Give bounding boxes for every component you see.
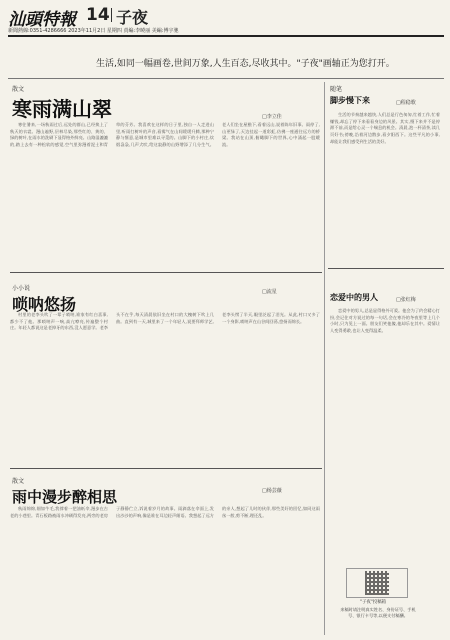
article-1-paragraph: 寒往暑来,一场秋雨过后,远处的群山,已经换上了秋天的衣裳。漫山遍野,层林尽染,那些红的、黄的、绿的树叶,在雨水的洗刷下显得格外鲜亮。山路湿漉漉的,踏上去有一种松软的感觉,空气里弥漫着泥土和青草的芬芳。我喜欢在这样的日子里,独自一人走进山里,听雨打树叶的声音,看雾气在山间缓缓升腾,那种宁静与惬意,是城市里难以寻觅的。山脚下的小村庄,炊烟袅袅,几声犬吠,给这寂静的山野增添了几分生气。老人们坐在屋檐下,看着远山,说着陈年旧事。雨停了,山更绿了,天边挂起一道彩虹,仿佛一座通往远方的桥梁。我站在山顶,俯瞰脚下的世界,心中涌起一股暖流。 — [10, 122, 320, 148]
newspaper-logo: 汕頭特報 — [8, 10, 76, 30]
article-2-paragraph: 村里的老李头吹了一辈子唢呐,谁家有红白喜事,都少不了他。那唢呐声一响,高亢嘹亮,传遍整个村庄。年轻人都说这是老掉牙的东西,没人愿意学。老李头不在乎,每天清晨依旧坐在村口的大槐树下吹上几曲。直到有一天,城里来了一个年轻人,说要拜师学艺,老李头愣了半天,眼里泛起了泪光。从此,村口又多了一个身影,唢呐声在山谷间回荡,悠扬而绵长。 — [10, 312, 320, 331]
tagline-rule — [8, 78, 444, 79]
article-2-byline: □流星 — [262, 289, 277, 295]
qr-title: "子夜"投稿箱 — [360, 600, 386, 605]
article-1-byline: □李立佳 — [262, 114, 282, 120]
article-5-paragraph: 恋爱中的男人,总是显得格外可爱。他会为了约会精心打扮,会记住对方说过的每一句话,会在寒冷的冬夜里等上几个小时,只为见上一面。朋友们笑他傻,他却乐在其中。爱情让人变得勇敢,也让人变得温柔。 — [330, 308, 440, 334]
article-2-rule — [10, 468, 322, 469]
article-3-paragraph: 秋雨绵绵,细如牛毛,我撑着一把油纸伞,漫步在古老的小巷里。青石板路被雨水冲刷得发亮,两旁的老房子静静伫立,诉说着岁月的故事。雨滴落在伞面上,发出沙沙的声响,像是谁在耳边轻声细语。我想起了远方的亲人,想起了儿时的伙伴,那些美好的回忆,如同这雨丝一般,剪不断,理还乱。 — [10, 506, 320, 518]
article-1-rule — [10, 272, 322, 273]
masthead — [8, 5, 444, 33]
article-4-rule — [328, 268, 444, 269]
article-1-section-label: 散文 — [12, 86, 25, 93]
article-3-title: 雨中漫步醉相思 — [12, 488, 118, 506]
masthead-meta: 新聞熱線:0351-4286666 2023年11月2日 星期四 責編:李曉丽 美編:傅宇驰 — [8, 28, 179, 34]
article-4-paragraph: 生活的节奏越来越快,人们总是行色匆匆,忙着工作,忙着赚钱,却忘了停下来看看身边的风景。其实,慢下来并不是停滞不前,而是给心灵一个喘息的机会。清晨,泡一杯清茶,读几页好书;傍晚,沿着河边散步,看夕阳西下。这些平凡的小事,却能让我们感受到生活的美好。 — [330, 112, 440, 144]
article-1-title: 寒雨满山翠 — [12, 97, 112, 121]
article-4-byline: □程稳歌 — [396, 100, 416, 106]
article-5-body — [330, 308, 440, 562]
qr-code-box — [346, 568, 408, 598]
article-2-section-label: 小小说 — [12, 285, 31, 292]
section-name: 子夜 — [116, 8, 149, 27]
article-3-body — [10, 506, 320, 634]
article-5-byline: □张红梅 — [396, 297, 416, 303]
qr-code-icon — [365, 571, 389, 595]
article-2-body — [10, 312, 320, 462]
article-3-byline: □杨芸薇 — [262, 488, 282, 494]
masthead-rule — [8, 35, 444, 37]
masthead-separator — [111, 8, 112, 22]
article-4-title: 脚步慢下来 — [330, 96, 370, 105]
column-divider — [324, 82, 325, 635]
article-3-section-label: 散文 — [12, 478, 25, 485]
article-2-title: 唢呐悠扬 — [12, 295, 77, 314]
article-4-body — [330, 112, 440, 262]
article-4-section-label: 随笔 — [330, 86, 343, 93]
article-1-body — [10, 122, 320, 268]
page-number: 14 — [86, 5, 110, 25]
section-tagline: 生活,如同一幅画卷,世间万象,人生百态,尽收其中。"子夜"画轴正为您打开。 — [96, 59, 395, 69]
qr-caption: 来稿时请注明真实姓名、身份证号、手机号、银行卡号等,以便支付稿酬。 — [340, 607, 416, 618]
article-5-title: 恋爱中的男人 — [330, 293, 378, 302]
